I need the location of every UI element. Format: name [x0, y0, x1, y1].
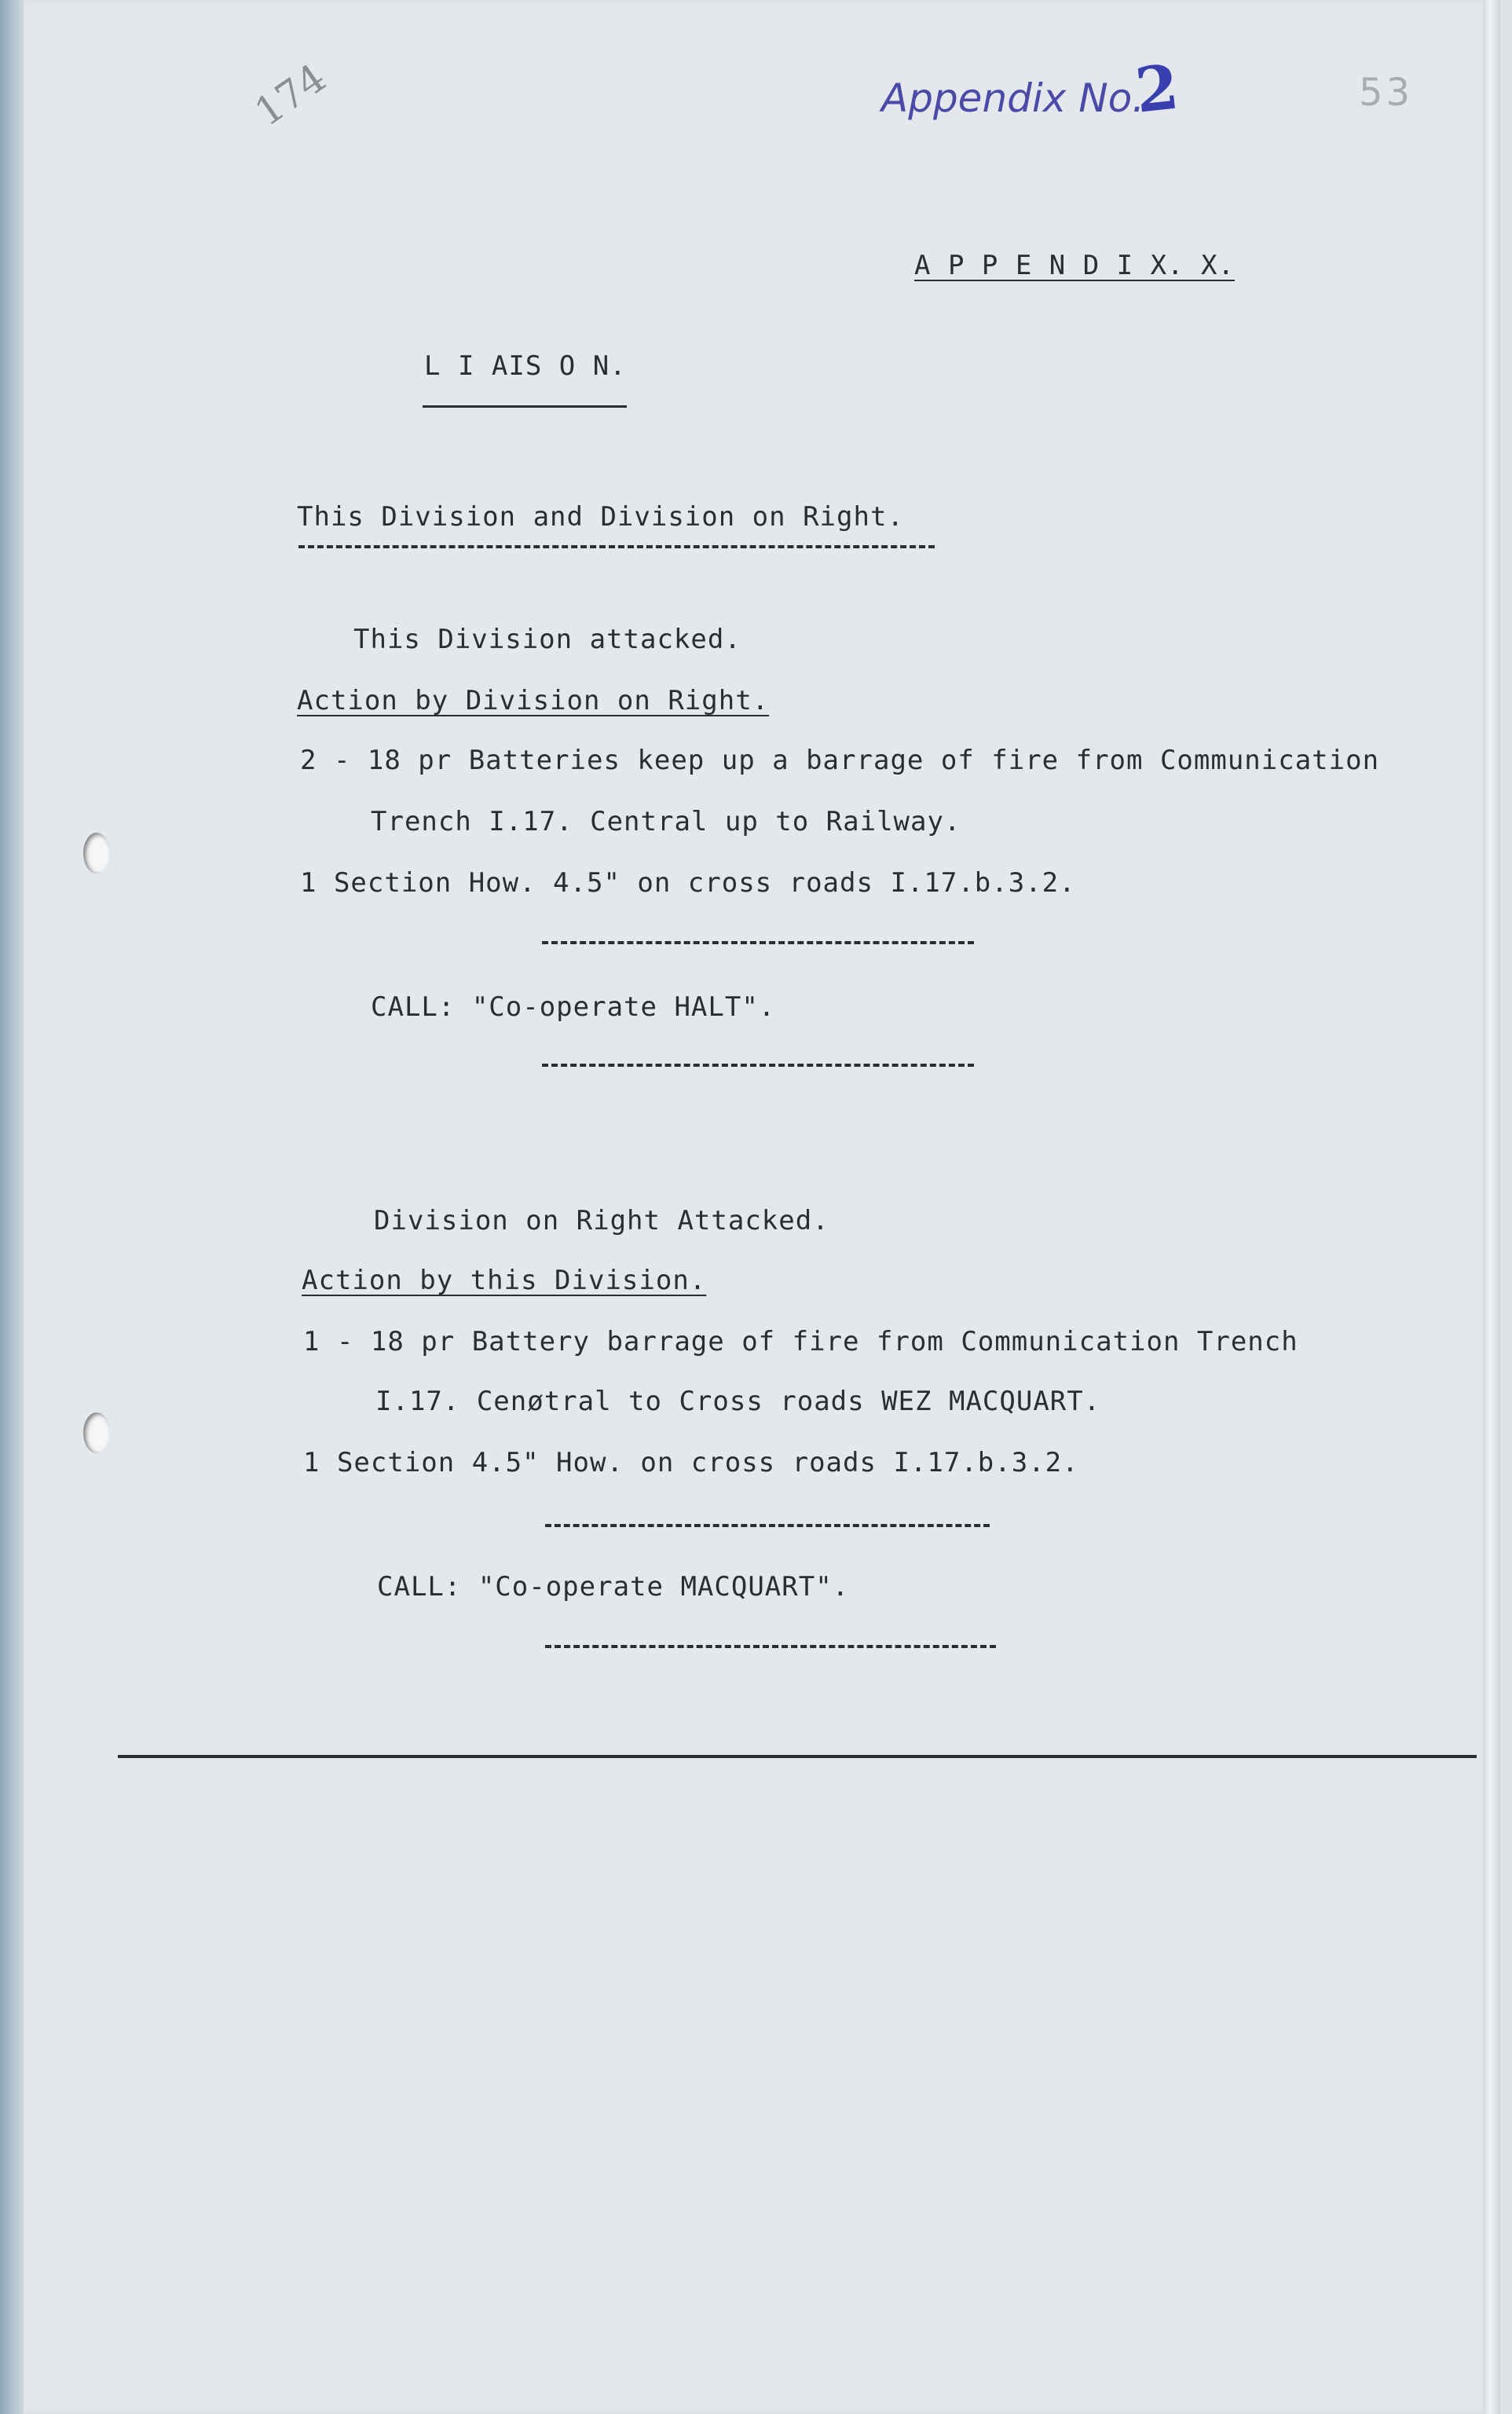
- appendix-title: A P P E N D I X. X.: [914, 250, 1235, 281]
- part2-line-3: 1 Section 4.5" How. on cross roads I.17.b.3.2.: [303, 1447, 1079, 1478]
- pencil-folio-number: 174: [246, 54, 335, 136]
- document-title: L I AIS O N.: [424, 350, 627, 382]
- part1-dashed-separator-bottom: [542, 1064, 974, 1067]
- punch-hole-upper: [83, 833, 110, 874]
- part1-line-1: 2 - 18 pr Batteries keep up a barrage of fire from Communication: [300, 745, 1380, 776]
- part2-line-2: I.17. Cenøtral to Cross roads WEZ MACQUART.: [375, 1386, 1101, 1417]
- binding-strip: [0, 0, 24, 2414]
- part1-action-heading: Action by Division on Right.: [297, 685, 770, 716]
- section-heading-dashed-underline: [298, 545, 935, 548]
- sheet-edge: [1483, 0, 1500, 2414]
- appendix-stamp: Appendix No.: [881, 75, 1145, 121]
- section-heading: This Division and Division on Right.: [297, 501, 904, 533]
- closing-rule: [118, 1755, 1477, 1758]
- part2-line-1: 1 - 18 pr Battery barrage of fire from Communication Trench: [303, 1326, 1298, 1357]
- page-number: 53: [1359, 71, 1414, 115]
- part1-call: CALL: "Co-operate HALT".: [371, 991, 776, 1023]
- part2-call: CALL: "Co-operate MACQUART".: [377, 1571, 850, 1603]
- part2-dashed-separator-bottom: [545, 1645, 996, 1648]
- part2-dashed-separator-top: [545, 1524, 990, 1527]
- part1-dashed-separator-top: [542, 941, 974, 944]
- appendix-handwritten-number: 2: [1132, 51, 1182, 127]
- part1-lead: This Division attacked.: [353, 624, 741, 655]
- part2-lead: Division on Right Attacked.: [374, 1205, 829, 1236]
- part1-line-2: Trench I.17. Central up to Railway.: [371, 806, 961, 837]
- part1-line-3: 1 Section How. 4.5" on cross roads I.17.b.3.2.: [300, 867, 1076, 899]
- punch-hole-lower: [83, 1412, 110, 1453]
- part2-action-heading: Action by this Division.: [302, 1265, 707, 1296]
- title-underline: [423, 405, 627, 408]
